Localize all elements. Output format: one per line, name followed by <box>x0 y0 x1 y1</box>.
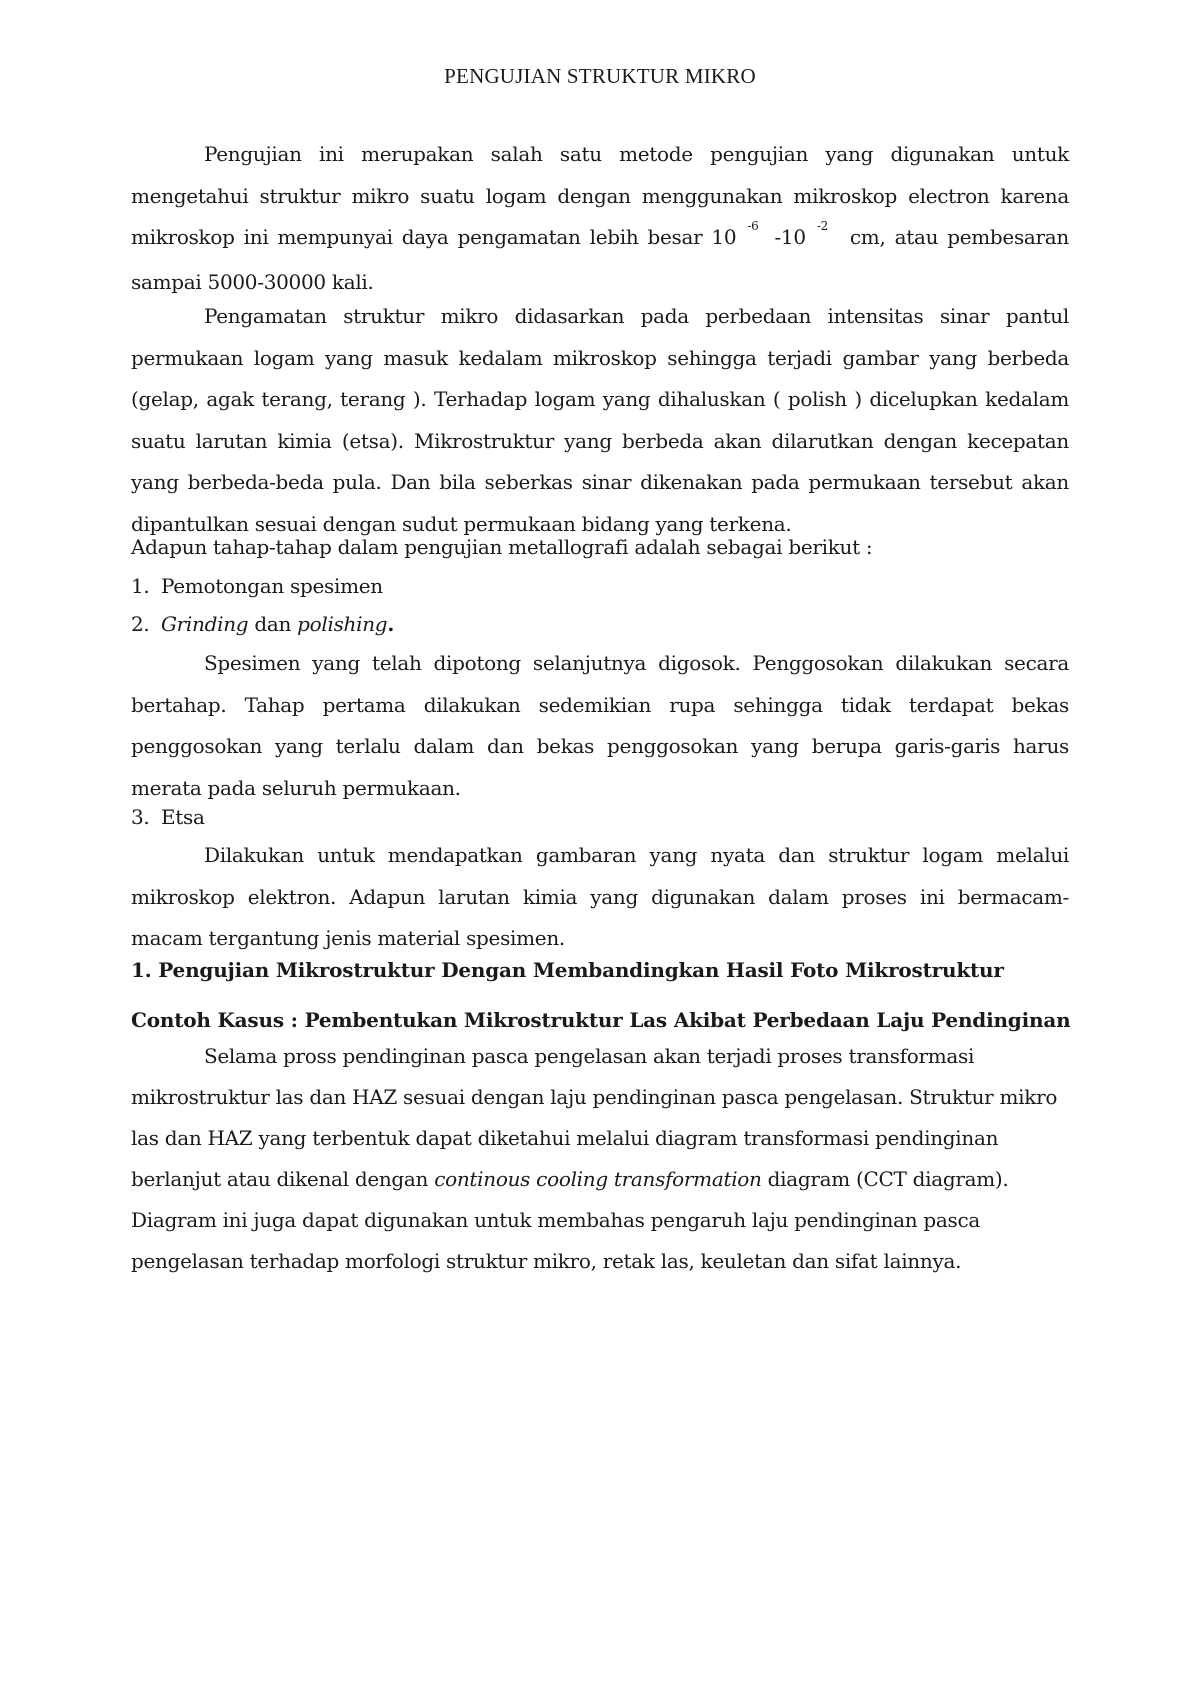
cct-text-italic: continous cooling transformation <box>434 1167 762 1191</box>
step-2-and: dan <box>248 612 298 636</box>
paragraph-intro <box>131 134 1069 303</box>
step-2-period: . <box>387 612 394 636</box>
cct-text-c: diagram (CCT diagram). Diagram ini juga dapat digunakan untuk membahas pengaruh laju pendinginan pasca pengelasan terhadap morfologi struktur mikro, retak las, keuletan dan sifat lainnya. <box>131 1167 1009 1273</box>
cct-text-a: Selama pross pendinginan pasca pengelasan akan terjadi proses transformasi mikrostruktur las dan HAZ sesuai dengan laju pendinginan pasca pengelasan. Struktur mikro las dan HAZ yang terbentuk dapat diketahui melalui diagram transformasi pendinginan berlanjut atau dikenal dengan <box>131 1044 1058 1191</box>
step-3-number: 3. <box>131 805 150 829</box>
steps-intro: Adapun tahap-tahap dalam pengujian metallografi adalah sebagai berikut : <box>131 535 873 559</box>
list-item-step-1 <box>131 566 1069 608</box>
list-item-step-2 <box>131 604 1069 646</box>
paragraph-pengamatan: Pengamatan struktur mikro didasarkan pada perbedaan intensitas sinar pantul permukaan logam yang masuk kedalam mikroskop sehingga terjadi gambar yang berbeda (gelap, agak terang, terang ). Terhadap logam yang dihaluskan ( polish ) dicelupkan kedalam suatu larutan kimia (etsa). Mikrostruktur yang berbeda akan dilarutkan dengan kecepatan yang berbeda-beda pula. Dan bila seberkas sinar dikenakan pada permukaan tersebut akan dipantulkan sesuai dengan sudut permukaan bidang yang terkena. <box>131 304 1069 536</box>
intro-text: Pengujian ini merupakan salah satu metode pengujian yang digunakan untuk mengetahui struktur mikro suatu logam dengan menggunakan mikroskop electron karena mikroskop ini mempunyai daya pengamatan lebih besar 10 <box>131 142 1069 249</box>
intro-tail: cm, atau pembesaran sampai 5000-30000 kali. <box>131 225 1069 294</box>
page-title: PENGUJIAN STRUKTUR MIKRO <box>444 64 756 88</box>
paragraph-grinding: Spesimen yang telah dipotong selanjutnya digosok. Penggosokan dilakukan secara bertahap. Tahap pertama dilakukan sedemikian rupa sehingga tidak terdapat bekas penggosokan yang terlalu dalam dan bekas penggosokan yang berupa garis-garis harus merata pada seluruh permukaan. <box>131 651 1069 800</box>
list-item-step-3 <box>131 797 1069 839</box>
step-3-text: Etsa <box>161 805 205 829</box>
step-2-polishing: polishing <box>297 612 388 636</box>
step-1-text: Pemotongan spesimen <box>161 574 383 598</box>
exponent-1: -6 <box>747 219 759 233</box>
step-2-number: 2. <box>131 612 150 636</box>
paragraph-etsa: Dilakukan untuk mendapatkan gambaran yang nyata dan struktur logam melalui mikroskop elektron. Adapun larutan kimia yang digunakan dalam proses ini bermacam-macam tergantung jenis material spesimen. <box>131 843 1069 950</box>
heading-section-1: 1. Pengujian Mikrostruktur Dengan Membandingkan Hasil Foto Mikrostruktur <box>131 958 1004 982</box>
heading-case-study: Contoh Kasus : Pembentukan Mikrostruktur Las Akibat Perbedaan Laju Pendinginan <box>131 1008 1071 1032</box>
step-2-grinding: Grinding <box>161 612 249 636</box>
paragraph-cct <box>131 1036 1069 1282</box>
intro-mid: -10 <box>774 225 806 249</box>
step-1-number: 1. <box>131 574 150 598</box>
exponent-2: -2 <box>816 219 828 233</box>
